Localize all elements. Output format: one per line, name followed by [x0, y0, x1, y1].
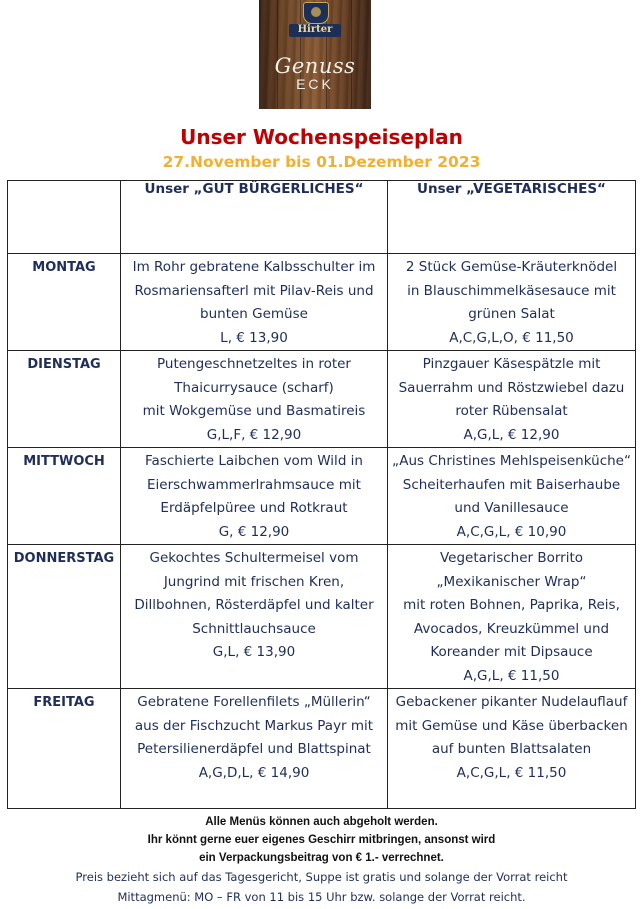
brewery-crest-icon: [303, 2, 329, 24]
logo-name-line1: Genuss: [274, 54, 356, 78]
traditional-dish-line: Dillbohnen, Rösterdäpfel und kalter: [134, 597, 374, 613]
vegetarian-dish-cell: [388, 254, 636, 351]
vegetarian-dish-line: Pinzgauer Käsespätzle mit: [422, 356, 601, 372]
menu-row: [8, 545, 636, 689]
traditional-dish-line: mit Wokgemüse und Basmatireis: [142, 403, 366, 419]
vegetarian-dish-line: A,G,L, € 11,50: [463, 667, 560, 684]
traditional-dish-line: bunten Gemüse: [200, 306, 308, 322]
vegetarian-dish-line: Koreander mit Dipsauce: [430, 644, 593, 660]
vegetarian-dish-line: A,C,G,L, € 10,90: [456, 523, 567, 540]
footer-packaging-fee: ein Verpackungsbeitrag von € 1.- verrechnet.: [199, 852, 444, 864]
vegetarian-dish-line: Scheiterhaufen mit Baiserhaube: [402, 476, 621, 493]
traditional-dish-line: A,G,D,L, € 14,90: [198, 764, 310, 781]
traditional-dish-line: Petersilienerdäpfel und Blattspinat: [137, 741, 371, 757]
traditional-dish-line: aus der Fischzucht Markus Payr mit: [134, 717, 374, 734]
footer-pickup-note: Alle Menüs können auch abgeholt werden.: [205, 816, 438, 828]
vegetarian-dish-cell: [388, 545, 636, 689]
menu-row: [8, 351, 636, 448]
vegetarian-dish-line: auf bunten Blattsalaten: [431, 741, 592, 757]
logo-name-line2: ECK: [296, 76, 334, 92]
vegetarian-dish-cell: [388, 689, 636, 809]
vegetarian-dish-line: Vegetarischer Borrito: [439, 550, 584, 566]
traditional-dish-line: Faschierte Laibchen vom Wild in: [145, 453, 363, 469]
menu-row: [8, 448, 636, 545]
traditional-dish-line: Thaicurrysauce (scharf): [174, 379, 334, 396]
traditional-dish-line: Schnittlauchsauce: [192, 620, 316, 637]
vegetarian-dish-line: und Vanillesauce: [454, 500, 569, 516]
weekday-label: MONTAG: [8, 254, 121, 351]
traditional-dish-line: Eierschwammerlrahmsauce mit: [147, 476, 361, 493]
traditional-dish-line: Putengeschnetzeltes in roter: [157, 356, 351, 372]
vegetarian-dish-line: Avocados, Kreuzkümmel und: [413, 620, 610, 637]
vegetarian-dish-cell: [388, 448, 636, 545]
traditional-dish-line: G, € 12,90: [218, 523, 290, 540]
vegetarian-dish-line: „Mexikanischer Wrap“: [436, 573, 587, 590]
traditional-dish-line: G,L,F, € 12,90: [206, 426, 302, 443]
vegetarian-dish-line: 2 Stück Gemüse-Kräuterknödel: [405, 259, 618, 275]
menu-row: [8, 689, 636, 809]
genuss-eck-logo: [259, 0, 371, 109]
vegetarian-dish-line: Gebackener pikanter Nudelauflauf: [395, 694, 628, 710]
header-traditional: Unser „GUT BÜRGERLICHES“: [121, 181, 388, 254]
footer-hours-note: Mittagmenü: MO – FR von 11 bis 15 Uhr bzw. solange der Vorrat reicht.: [117, 890, 526, 904]
weekday-label: DIENSTAG: [8, 351, 121, 448]
brand-name: Hirter: [297, 24, 333, 35]
table-header-row: [8, 181, 636, 254]
vegetarian-dish-line: mit roten Bohnen, Paprika, Reis,: [403, 597, 620, 613]
header-day-cell: [8, 181, 121, 254]
traditional-dish-line: Rosmariensafterl mit Pilav-Reis und: [134, 282, 374, 299]
traditional-dish-line: Jungrind mit frischen Kren,: [163, 573, 345, 590]
traditional-dish-line: Im Rohr gebratene Kalbsschulter im: [132, 259, 376, 275]
weekday-label: FREITAG: [8, 689, 121, 809]
weekly-menu-table: [7, 180, 636, 809]
traditional-dish-line: Erdäpfelpüree und Rotkraut: [160, 500, 348, 516]
vegetarian-dish-line: grünen Salat: [468, 306, 555, 322]
footer-price-note: Preis bezieht sich auf das Tagesgericht, Suppe ist gratis und solange der Vorrat reicht: [75, 870, 568, 884]
vegetarian-dish-cell: [388, 351, 636, 448]
traditional-dish-line: G,L, € 13,90: [212, 644, 296, 660]
traditional-dish-line: L, € 13,90: [220, 329, 288, 346]
weekday-label: MITTWOCH: [8, 448, 121, 545]
traditional-dish-cell: [121, 254, 388, 351]
traditional-dish-line: Gebratene Forellenfilets „Müllerin“: [137, 694, 371, 710]
menu-row: [8, 254, 636, 351]
vegetarian-dish-line: A,C,G,L, € 11,50: [456, 764, 567, 781]
vegetarian-dish-line: „Aus Christines Mehlspeisenküche“: [392, 453, 631, 469]
weekday-label: DONNERSTAG: [8, 545, 121, 689]
vegetarian-dish-line: Sauerrahm und Röstzwiebel dazu: [398, 379, 625, 396]
vegetarian-dish-line: mit Gemüse und Käse überbacken: [395, 717, 628, 734]
traditional-dish-cell: [121, 448, 388, 545]
page-title: Unser Wochenspeiseplan: [180, 125, 463, 149]
vegetarian-dish-line: A,C,G,L,O, € 11,50: [449, 329, 574, 346]
header-vegetarian: Unser „VEGETARISCHES“: [388, 181, 636, 254]
date-range: 27.November bis 01.Dezember 2023: [162, 153, 481, 171]
traditional-dish-cell: [121, 689, 388, 809]
footer-dishes-note: Ihr könnt gerne euer eigenes Geschirr mitbringen, ansonst wird: [147, 834, 496, 846]
traditional-dish-cell: [121, 351, 388, 448]
traditional-dish-cell: [121, 545, 388, 689]
traditional-dish-line: Gekochtes Schultermeisel vom: [149, 550, 359, 566]
vegetarian-dish-line: roter Rübensalat: [455, 403, 568, 419]
vegetarian-dish-line: A,G,L, € 12,90: [463, 426, 560, 443]
vegetarian-dish-line: in Blauschimmelkäsesauce mit: [407, 282, 616, 299]
